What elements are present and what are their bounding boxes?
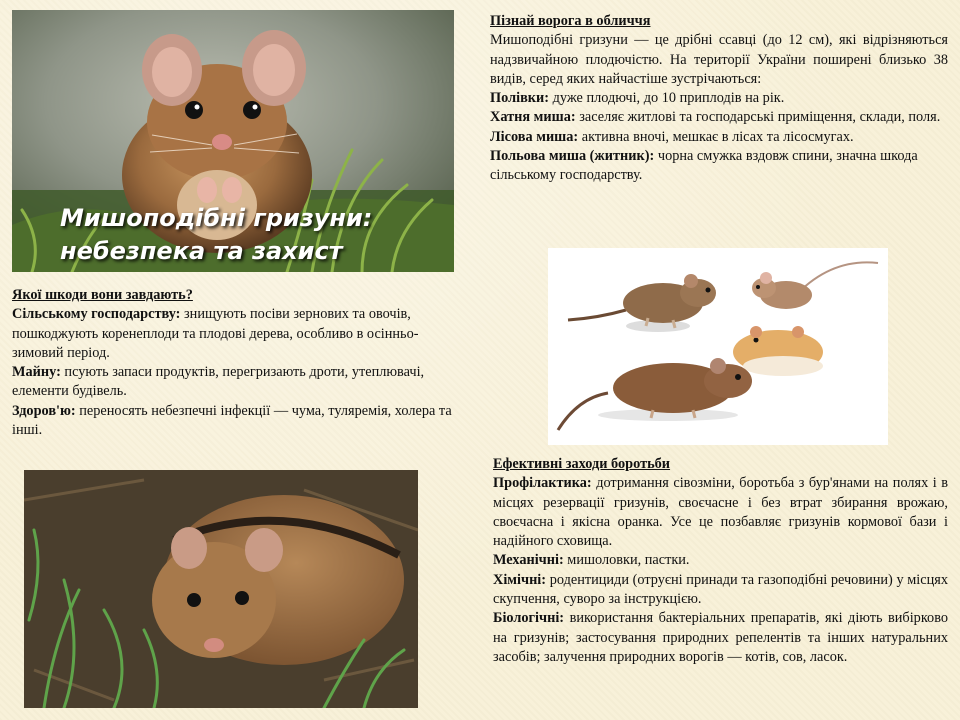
hero-title-line-2: небезпека та захист <box>60 237 343 265</box>
know-the-enemy-section <box>490 12 948 186</box>
species-label: Полівки: <box>490 90 550 107</box>
species-item <box>490 147 948 186</box>
species-label: Хатня миша: <box>490 109 576 126</box>
measure-item <box>493 551 948 570</box>
rodents-illustration <box>548 248 888 445</box>
damage-text: знищують посіви зернових та овочів, пошкоджують коренеплоди та плодові дерева, особливо в осінньо-зимовий період. <box>12 306 419 361</box>
species-item <box>490 108 948 127</box>
field-mouse-illustration <box>24 470 418 708</box>
species-label: Польова миша (житник): <box>490 148 655 165</box>
measure-text: родентициди (отруєні принади та газоподібні речовини) у місцях скупчення, суворо за інструкцією. <box>493 571 948 608</box>
damage-text: переносять небезпечні інфекції — чума, туляремія, холера та інші. <box>12 402 452 439</box>
measure-item <box>493 609 948 667</box>
species-text: дуже плодючі, до 10 приплодів на рік. <box>552 90 785 107</box>
hero-title-line-1: Мишоподібні гризуни: <box>60 204 373 232</box>
hero-mouse-photo <box>12 10 454 272</box>
measure-label: Профілактика: <box>493 475 592 492</box>
section-heading: Якої шкоди вони завдають? <box>12 287 193 303</box>
damage-item <box>12 305 464 363</box>
measure-label: Хімічні: <box>493 571 547 588</box>
measure-item <box>493 571 948 610</box>
field-mouse-photo <box>24 470 418 708</box>
intro-paragraph: Мишоподібні гризуни — це дрібні ссавці (до 12 см), які відрізняються надзвичайною плодючістю. На території України поширені близько 38 видів, серед яких найчастіше зустрічаються: <box>490 32 948 87</box>
measure-label: Біологічні: <box>493 610 565 627</box>
species-label: Лісова миша: <box>490 128 579 145</box>
damage-label: Сільському господарству: <box>12 306 181 323</box>
section-heading: Пізнай ворога в обличчя <box>490 13 651 29</box>
control-measures-section <box>493 455 948 667</box>
species-item <box>490 89 948 108</box>
species-item <box>490 128 948 147</box>
measure-text: дотримання сівозміни, боротьба з бур'янами на полях і в місцях резервації гризунів, своєчасне і без втрат збирання врожаю, своєчасна і якісна оранка. Усе це позбавляє гризунів кормової бази і надійного сховища. <box>493 475 949 550</box>
measure-item <box>493 474 948 551</box>
species-text: заселяє житлові та господарські приміщення, склади, поля. <box>579 109 941 126</box>
damage-section <box>12 286 464 440</box>
rodent-species-photo <box>548 248 888 445</box>
measure-text: мишоловки, пастки. <box>567 552 690 569</box>
damage-item <box>12 363 464 402</box>
damage-item <box>12 402 464 441</box>
measure-label: Механічні: <box>493 552 564 569</box>
species-text: чорна смужка вздовж спини, значна шкода сільському господарству. <box>490 148 918 184</box>
damage-label: Здоров'ю: <box>12 402 76 419</box>
damage-text: псують запаси продуктів, перегризають дроти, утеплювачі, елементи будівель. <box>12 364 425 400</box>
section-heading: Ефективні заходи боротьби <box>493 456 671 472</box>
species-text: активна вночі, мешкає в лісах та лісосмугах. <box>581 128 854 145</box>
damage-label: Майну: <box>12 364 61 381</box>
hero-title <box>60 202 372 268</box>
measure-text: використання бактеріальних препаратів, які діють вибірково на гризунів; застосування природних репелентів та інших натуральних засобів; залучення природних ворогів — котів, сов, ласок. <box>493 610 948 665</box>
